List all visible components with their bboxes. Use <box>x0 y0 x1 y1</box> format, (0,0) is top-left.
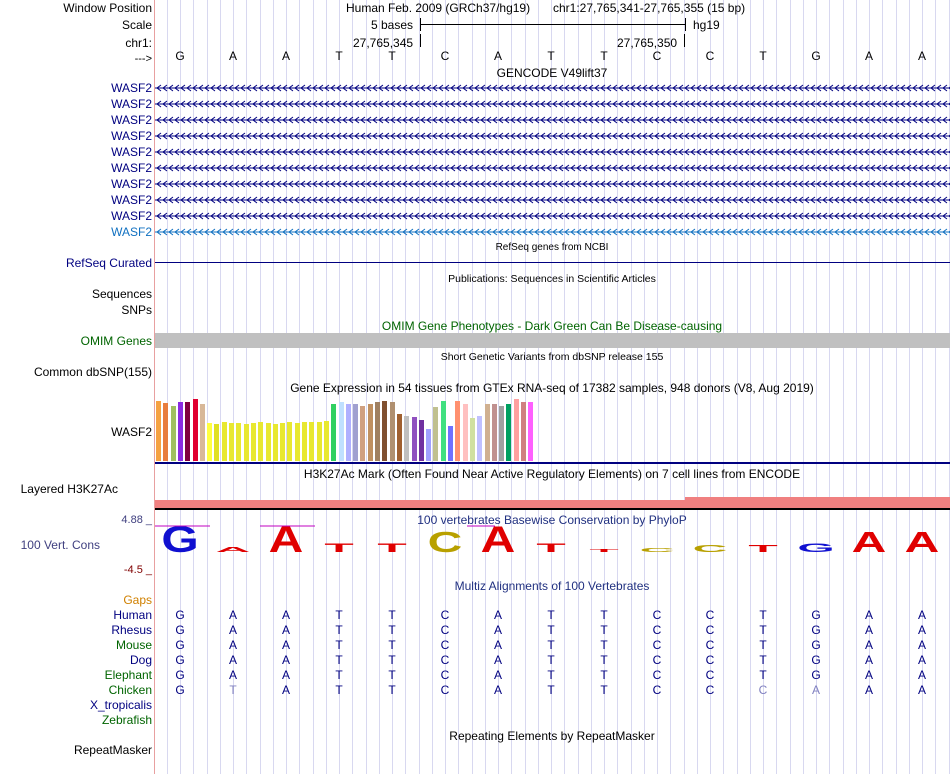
alignment-base: A <box>917 653 927 667</box>
base-letter: A <box>228 49 238 63</box>
alignment-base: C <box>705 608 715 622</box>
alignment-base: C <box>440 668 450 682</box>
label-wasf2-10[interactable]: WASF2 <box>111 225 152 239</box>
alignment-base: A <box>281 668 291 682</box>
label-species-chicken[interactable]: Chicken <box>108 683 152 697</box>
alignment-base: T <box>335 638 343 652</box>
alignment-base: G <box>175 623 185 637</box>
alignment-base: A <box>281 638 291 652</box>
label-snps[interactable]: SNPs <box>121 303 152 317</box>
alignment-base: A <box>917 608 927 622</box>
label-repeatmasker[interactable]: RepeatMasker <box>73 743 152 757</box>
alignment-base: A <box>864 668 874 682</box>
label-chrom[interactable]: chr1: <box>125 36 152 50</box>
alignment-base: C <box>705 623 715 637</box>
alignment-base: A <box>228 608 238 622</box>
alignment-base: T <box>388 638 396 652</box>
alignment-base: T <box>547 623 555 637</box>
label-wasf2-6[interactable]: WASF2 <box>111 161 152 175</box>
coord-left: 27,765,345 <box>353 36 414 50</box>
alignment-base: C <box>652 653 662 667</box>
label-gaps[interactable]: Gaps <box>123 593 152 607</box>
conservation-base-glyph: G <box>797 541 835 555</box>
scale-db: hg19 <box>693 18 720 32</box>
alignment-base: T <box>547 683 555 697</box>
alignment-base: G <box>175 608 185 622</box>
alignment-base: A <box>811 683 821 697</box>
base-letter: T <box>600 49 608 63</box>
conservation-base-glyph: T <box>589 547 619 554</box>
alignment-base: T <box>335 608 343 622</box>
alignment-base: T <box>388 668 396 682</box>
alignment-base: G <box>811 653 821 667</box>
alignment-base: T <box>335 653 343 667</box>
label-species-dog[interactable]: Dog <box>129 653 152 667</box>
alignment-base: T <box>759 623 767 637</box>
label-wasf2-9[interactable]: WASF2 <box>111 209 152 223</box>
conservation-base-glyph: T <box>377 541 407 555</box>
alignment-base: T <box>600 668 608 682</box>
alignment-base: A <box>493 608 503 622</box>
label-refseq-curated[interactable]: RefSeq Curated <box>65 256 152 270</box>
alignment-base: G <box>811 668 821 682</box>
base-letter: A <box>493 49 503 63</box>
base-letter: G <box>811 49 821 63</box>
alignment-base: G <box>175 638 185 652</box>
base-letter: A <box>281 49 291 63</box>
coord-right: 27,765,350 <box>617 36 678 50</box>
title-gtex: Gene Expression in 54 tissues from GTEx RNA-seq of 17382 samples, 948 donors (V8, Aug 2019) <box>290 381 814 395</box>
alignment-base: C <box>652 623 662 637</box>
conservation-logo[interactable] <box>155 0 950 600</box>
base-letter: C <box>705 49 715 63</box>
alignment-base: T <box>388 653 396 667</box>
conservation-base-glyph: C <box>639 546 675 554</box>
label-wasf2-2[interactable]: WASF2 <box>111 97 152 111</box>
base-letter: T <box>759 49 767 63</box>
label-common-dbsnp[interactable]: Common dbSNP(155) <box>33 365 152 379</box>
title-gencode: GENCODE V49lift37 <box>496 66 608 80</box>
alignment-base: A <box>864 638 874 652</box>
label-wasf2-1[interactable]: WASF2 <box>111 81 152 95</box>
alignment-base: C <box>440 638 450 652</box>
alignment-base: T <box>759 653 767 667</box>
alignment-base: T <box>547 653 555 667</box>
base-letter: T <box>335 49 343 63</box>
label-species-elephant[interactable]: Elephant <box>104 668 152 682</box>
alignment-base: T <box>759 638 767 652</box>
alignment-base: A <box>917 683 927 697</box>
alignment-base: T <box>335 668 343 682</box>
label-species-mouse[interactable]: Mouse <box>115 638 152 652</box>
label-omim-genes[interactable]: OMIM Genes <box>80 334 152 348</box>
alignment-base: C <box>440 608 450 622</box>
alignment-base: A <box>281 608 291 622</box>
alignment-base: A <box>228 653 238 667</box>
scale-bar-text: 5 bases <box>371 18 414 32</box>
alignment-base: G <box>811 638 821 652</box>
base-letter: G <box>175 49 185 63</box>
alignment-base: A <box>864 653 874 667</box>
alignment-base: T <box>547 608 555 622</box>
alignment-base: T <box>759 668 767 682</box>
alignment-base: T <box>388 683 396 697</box>
label-species-zebrafish[interactable]: Zebrafish <box>101 713 152 727</box>
alignment-base: T <box>759 608 767 622</box>
alignment-base: C <box>440 623 450 637</box>
title-dbsnp: Short Genetic Variants from dbSNP release 155 <box>440 351 664 363</box>
conservation-base-glyph: T <box>324 541 354 555</box>
label-species-human[interactable]: Human <box>113 608 152 622</box>
alignment-base: A <box>281 653 291 667</box>
conservation-base-glyph: A <box>904 526 940 559</box>
conservation-base-glyph: T <box>748 543 778 555</box>
alignment-base: A <box>493 638 503 652</box>
title-h3k27ac: H3K27Ac Mark (Often Found Near Active Regulatory Elements) on 7 cell lines from ENCODE <box>303 467 801 481</box>
alignment-base: G <box>175 683 185 697</box>
alignment-base: A <box>917 623 927 637</box>
alignment-base: C <box>652 638 662 652</box>
base-letter: T <box>547 49 555 63</box>
title-conservation: 100 vertebrates Basewise Conservation by PhyloP <box>417 513 687 527</box>
base-letter: C <box>652 49 662 63</box>
alignment-base: G <box>175 653 185 667</box>
alignment-base: C <box>652 668 662 682</box>
label-cons-max: 4.88 _ <box>121 514 152 526</box>
alignment-base: C <box>758 683 768 697</box>
conservation-base-glyph: A <box>268 519 304 561</box>
title-multiz: Multiz Alignments of 100 Vertebrates <box>454 579 650 593</box>
alignment-base: A <box>228 623 238 637</box>
alignment-base: T <box>600 608 608 622</box>
alignment-base: G <box>811 608 821 622</box>
label-species-x-tropicalis[interactable]: X_tropicalis <box>89 698 152 712</box>
alignment-base: A <box>917 668 927 682</box>
alignment-base: T <box>600 638 608 652</box>
alignment-base: C <box>440 683 450 697</box>
label-wasf2-8[interactable]: WASF2 <box>111 193 152 207</box>
label-gtex-wasf2[interactable]: WASF2 <box>111 425 152 439</box>
label-100-vert-cons[interactable]: 100 Vert. Cons <box>20 538 100 552</box>
alignment-base: G <box>175 668 185 682</box>
alignment-base: A <box>493 623 503 637</box>
label-cons-min: -4.5 _ <box>123 564 152 576</box>
label-window-position[interactable]: Window Position <box>63 1 152 15</box>
conservation-base-glyph: G <box>161 519 199 561</box>
alignment-base: C <box>705 653 715 667</box>
alignment-base: A <box>864 683 874 697</box>
assembly-name: Human Feb. 2009 (GRCh37/hg19) <box>346 1 531 15</box>
alignment-base: C <box>705 683 715 697</box>
title-refseq: RefSeq genes from NCBI <box>495 242 609 253</box>
track-label-column <box>0 0 155 774</box>
alignment-base: A <box>864 623 874 637</box>
conservation-base-glyph: C <box>427 526 463 559</box>
conservation-base-glyph: C <box>692 543 728 555</box>
label-wasf2-7[interactable]: WASF2 <box>111 177 152 191</box>
alignment-base: C <box>705 668 715 682</box>
alignment-base: T <box>335 623 343 637</box>
label-wasf2-3[interactable]: WASF2 <box>111 113 152 127</box>
alignment-base: A <box>493 683 503 697</box>
alignment-base: C <box>705 638 715 652</box>
alignment-base: G <box>811 623 821 637</box>
window-position-range: chr1:27,765,341-27,765,355 (15 bp) <box>553 1 746 15</box>
alignment-base: T <box>388 608 396 622</box>
alignment-base: T <box>388 623 396 637</box>
label-layered-h3k27ac[interactable]: Layered H3K27Ac <box>20 482 118 496</box>
alignment-base: T <box>600 653 608 667</box>
alignment-base: C <box>652 608 662 622</box>
conservation-base-glyph: A <box>480 519 516 561</box>
alignment-base: C <box>440 653 450 667</box>
alignment-base: A <box>228 668 238 682</box>
conservation-base-glyph: A <box>215 545 251 554</box>
alignment-base: A <box>493 653 503 667</box>
base-letter: T <box>388 49 396 63</box>
label-wasf2-5[interactable]: WASF2 <box>111 145 152 159</box>
label-strand-toggle[interactable]: ---> <box>134 53 152 65</box>
label-sequences[interactable]: Sequences <box>91 287 152 301</box>
alignment-base: T <box>547 668 555 682</box>
conservation-base-glyph: T <box>536 541 566 555</box>
label-wasf2-4[interactable]: WASF2 <box>111 129 152 143</box>
alignment-base: A <box>493 668 503 682</box>
alignment-base: A <box>917 638 927 652</box>
alignment-base: A <box>281 623 291 637</box>
base-letter: A <box>864 49 874 63</box>
alignment-base: A <box>864 608 874 622</box>
alignment-base: T <box>229 683 237 697</box>
title-repeatmasker: Repeating Elements by RepeatMasker <box>449 729 655 743</box>
label-scale[interactable]: Scale <box>121 18 152 32</box>
track-panel[interactable] <box>155 0 950 774</box>
alignment-base: C <box>652 683 662 697</box>
alignment-base: T <box>600 623 608 637</box>
base-letter: A <box>917 49 927 63</box>
base-letter: C <box>440 49 450 63</box>
label-species-rhesus[interactable]: Rhesus <box>111 623 152 637</box>
conservation-base-glyph: A <box>851 526 887 559</box>
alignment-base: T <box>547 638 555 652</box>
alignment-base: T <box>335 683 343 697</box>
title-publications: Publications: Sequences in Scientific Articles <box>448 273 656 285</box>
title-omim: OMIM Gene Phenotypes - Dark Green Can Be Disease-causing <box>381 319 723 333</box>
alignment-base: T <box>600 683 608 697</box>
alignment-base: A <box>281 683 291 697</box>
alignment-base: A <box>228 638 238 652</box>
